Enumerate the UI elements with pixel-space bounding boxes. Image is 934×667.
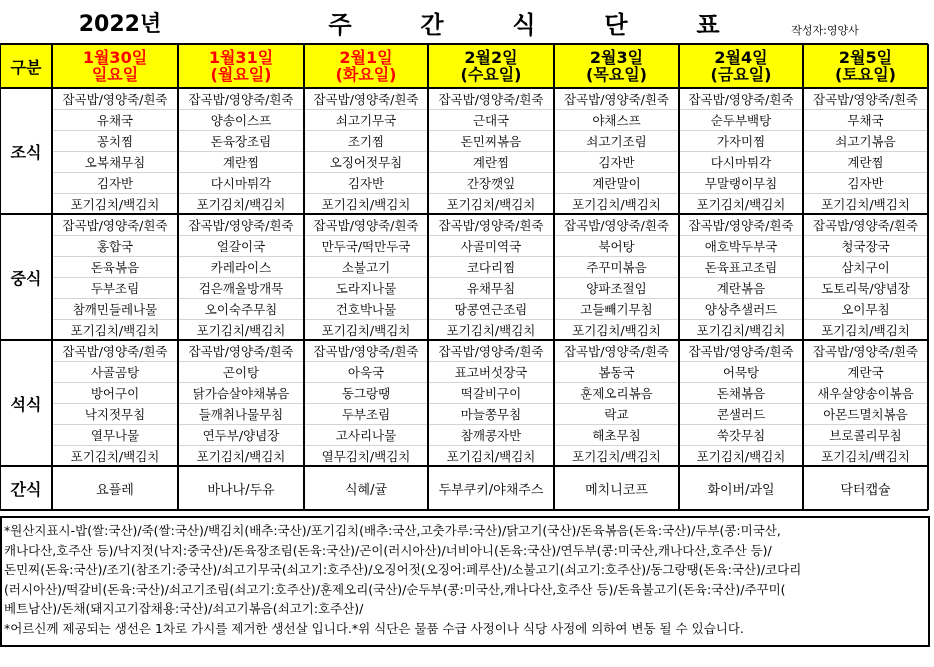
menu-item: 열무나물: [90, 427, 140, 443]
menu-item: 포기김치/백김치: [196, 322, 286, 338]
menu-item: 쇠고기무국: [335, 112, 397, 128]
menu-item: 조기찜: [347, 133, 385, 149]
day-weekday: (금요일): [710, 65, 772, 84]
menu-item: 소불고기: [341, 259, 391, 275]
menu-item: 오복채무침: [84, 154, 146, 170]
day-weekday: (월요일): [210, 65, 272, 84]
day-date: 2월2일: [464, 48, 518, 67]
table-border-v: [51, 44, 53, 510]
menu-item: 돈육표고조림: [704, 259, 778, 275]
menu-item: 유채무침: [466, 280, 516, 296]
menu-item: 오이숙주무침: [204, 301, 278, 317]
title-char: 주: [328, 10, 352, 38]
notes-border-left: [0, 516, 2, 647]
menu-item: 잡곡밥/영양죽/흰죽: [313, 343, 419, 359]
menu-item: 삼치구이: [841, 259, 890, 275]
note-line: 돈민찌(돈육:국산)/조기(참조기:중국산)/쇠고기무국(쇠고기:호주산)/오징어젓(오징어:페루산)/소불고기(쇠고기:호주산)/동그랑땡(돈육:국산)/코다리: [4, 562, 802, 577]
menu-item: 고사리나물: [335, 427, 397, 443]
snack-item: 화이버/과일: [707, 482, 775, 498]
snack-item: 두부쿠키/야채주스: [438, 482, 544, 498]
menu-item: 잡곡밥/영양죽/흰죽: [438, 217, 544, 233]
menu-item: 잡곡밥/영양죽/흰죽: [188, 91, 294, 107]
menu-item: 얼갈이국: [216, 238, 266, 254]
menu-item: 홍합국: [96, 238, 134, 254]
table-border-h: [0, 465, 928, 467]
table-border-v: [678, 44, 680, 510]
menu-item: 고들빼기무침: [580, 301, 653, 317]
menu-item: 락교: [604, 406, 629, 422]
menu-item: 포기김치/백김치: [446, 196, 536, 212]
menu-item: 다시마튀각: [710, 154, 772, 170]
menu-item: 야채스프: [592, 112, 641, 128]
menu-item: 잡곡밥/영양죽/흰죽: [563, 217, 670, 233]
menu-item: 마늘쫑무침: [460, 406, 522, 422]
day-date: 2월1일: [339, 48, 393, 67]
menu-item: 양상추샐러드: [704, 301, 778, 317]
row-gridline: [52, 319, 928, 320]
menu-item: 들깨취나물무침: [198, 406, 284, 422]
menu-item: 양파조절임: [586, 280, 647, 296]
menu-item: 표고버섯장국: [454, 364, 528, 380]
menu-item: 계란말이: [592, 175, 641, 191]
menu-item: 잡곡밥/영양죽/흰죽: [62, 343, 168, 359]
menu-item: 포기김치/백김치: [196, 448, 286, 464]
day-weekday: (목요일): [586, 65, 647, 84]
snack-item: 식혜/귤: [344, 482, 388, 498]
menu-item: 잡곡밥/영양죽/흰죽: [563, 343, 670, 359]
menu-item: 잡곡밥/영양죽/흰죽: [313, 217, 419, 233]
row-gridline: [52, 235, 928, 236]
menu-item: 포기김치/백김치: [446, 448, 536, 464]
table-border-h: [0, 339, 928, 341]
row-gridline: [52, 172, 928, 173]
menu-item: 건호박나물: [335, 301, 397, 317]
row-gridline: [52, 424, 928, 425]
note-line: (러시아산)/떡갈비(돈육:국산)/쇠고기조림(쇠고기:호주산)/훈제오리(국산)/순두부(콩:미국산,캐나다산,호주산 등)/돈육불고기(돈육:국산)/주꾸미(: [4, 581, 786, 597]
note-line: 캐나다산,호주산 등)/낙지젓(낙지:중국산)/돈육장조림(돈육:국산)/곤이(러시아산)/너비아니(돈육:국산)/연두부(콩:미국산,캐나다산,호주산 등)/: [4, 542, 772, 558]
menu-item: 순두부백탕: [710, 112, 772, 128]
snack-item: 메치니코프: [585, 482, 648, 498]
menu-item: 계란찜: [472, 154, 510, 170]
menu-item: 포기김치/백김치: [572, 322, 661, 338]
menu-item: 포기김치/백김치: [70, 196, 160, 212]
table-border-v: [177, 44, 179, 510]
menu-item: 열무김치/백김치: [321, 448, 411, 464]
menu-item: 잡곡밥/영양죽/흰죽: [438, 343, 544, 359]
day-weekday: (화요일): [335, 65, 397, 84]
menu-item: 계란국: [847, 364, 884, 380]
meal-label: 중식: [10, 268, 42, 288]
notes-border-top: [0, 516, 930, 518]
menu-item: 돈육장조림: [210, 133, 272, 149]
day-header: [178, 44, 304, 88]
row-gridline: [52, 403, 928, 404]
menu-item: 꽁치찜: [96, 133, 134, 149]
menu-item: 콘샐러드: [716, 406, 766, 422]
author-label: 작성자:영양사: [791, 24, 859, 37]
menu-item: 도토리묵/양념장: [821, 280, 910, 296]
menu-item: 아몬드멸치볶음: [823, 406, 908, 422]
menu-item: 잡곡밥/영양죽/흰죽: [62, 217, 168, 233]
menu-item: 무말랭이무침: [704, 175, 778, 191]
day-header: [554, 44, 679, 88]
row-gridline: [52, 445, 928, 446]
menu-item: 청국장국: [841, 238, 890, 254]
menu-item: 포기김치/백김치: [696, 448, 786, 464]
snack-item: 닥터캡슐: [840, 482, 891, 498]
menu-item: 무채국: [847, 112, 884, 128]
menu-item: 잡곡밥/영양죽/흰죽: [438, 91, 544, 107]
day-header: [803, 44, 928, 88]
menu-item: 양송이스프: [210, 112, 272, 128]
menu-item: 닭가슴살야채볶음: [192, 385, 290, 401]
menu-item: 김자반: [598, 154, 635, 170]
menu-item: 쇠고기조림: [586, 133, 647, 149]
menu-item: 북어탕: [598, 238, 635, 254]
menu-item: 방어구이: [90, 385, 140, 401]
gubun-header: 구분: [0, 44, 52, 88]
snack-item: 바나나/두유: [207, 482, 275, 498]
day-header: [304, 44, 428, 88]
row-gridline: [52, 256, 928, 257]
title-char: 식: [512, 10, 536, 38]
table-border-h: [0, 213, 928, 215]
menu-item: 포기김치/백김치: [696, 322, 786, 338]
menu-item: 두부조림: [341, 406, 391, 422]
day-date: 2월3일: [589, 48, 644, 67]
menu-item: 훈제오리볶음: [580, 385, 653, 401]
row-gridline: [52, 298, 928, 299]
snack-item: 요플레: [96, 482, 134, 498]
menu-item: 잡곡밥/영양죽/흰죽: [812, 91, 919, 107]
title-year: 2022년: [78, 11, 162, 37]
day-date: 2월5일: [838, 48, 893, 67]
menu-item: 김자반: [847, 175, 884, 191]
menu-item: 돈민찌볶음: [460, 133, 522, 149]
meal-label: 석식: [10, 394, 42, 414]
menu-item: 두부조림: [90, 280, 140, 296]
table-border-h: [0, 43, 928, 45]
menu-item: 만두국/떡만두국: [321, 238, 411, 254]
menu-item: 잡곡밥/영양죽/흰죽: [563, 91, 670, 107]
notes-border-right: [928, 516, 930, 647]
menu-item: 포기김치/백김치: [696, 196, 786, 212]
origin-notes: [4, 521, 928, 638]
menu-item: 오징어젓무침: [329, 154, 403, 170]
menu-item: 잡곡밥/영양죽/흰죽: [62, 91, 168, 107]
meal-label: 조식: [10, 142, 42, 162]
menu-item: 잡곡밥/영양죽/흰죽: [188, 217, 294, 233]
table-border-v: [0, 44, 1, 510]
table-border-v: [303, 44, 305, 510]
menu-item: 도라지나물: [335, 280, 397, 296]
row-gridline: [52, 109, 928, 110]
menu-item: 간장깻잎: [466, 175, 516, 191]
menu-item: 떡갈비구이: [460, 385, 522, 401]
row-gridline: [52, 382, 928, 383]
table-border-h: [0, 509, 928, 511]
menu-item: 잡곡밥/영양죽/흰죽: [688, 343, 794, 359]
menu-item: 김자반: [96, 175, 134, 191]
menu-item: 새우살양송이볶음: [817, 385, 914, 401]
table-border-v: [802, 44, 804, 510]
menu-item: 포기김치/백김치: [321, 196, 411, 212]
menu-item: 포기김치/백김치: [70, 322, 160, 338]
menu-item: 코다리찜: [466, 259, 516, 275]
day-date: 1월30일: [82, 48, 148, 67]
menu-item: 계란찜: [847, 154, 884, 170]
table-border-h: [0, 87, 928, 89]
menu-item: 포기김치/백김치: [821, 322, 910, 338]
menu-item: 아욱국: [347, 364, 385, 380]
row-gridline: [52, 277, 928, 278]
notes-border-bottom: [0, 645, 930, 647]
menu-item: 곤이탕: [222, 364, 260, 380]
menu-item: 참깨콩자반: [460, 427, 522, 443]
day-header: [428, 44, 554, 88]
row-gridline: [52, 361, 928, 362]
menu-item: 가자미찜: [716, 133, 766, 149]
title-char: 표: [696, 10, 720, 38]
table-border-v: [427, 44, 429, 510]
menu-item: 해초무침: [592, 427, 641, 443]
menu-item: 포기김치/백김치: [70, 448, 160, 464]
menu-item: 사골미역국: [460, 238, 522, 254]
row-gridline: [52, 151, 928, 152]
menu-item: 어묵탕: [722, 364, 760, 380]
menu-item: 포기김치/백김치: [196, 196, 286, 212]
table-border-v: [927, 44, 929, 510]
menu-item: 연두부/양념장: [202, 427, 280, 443]
menu-item: 주꾸미볶음: [586, 259, 647, 275]
note-line: *원산지표시-밥(쌀:국산)/죽(쌀:국산)/백김치(배추:국산)/포기김치(배추:국산,고춧가루:국산)/닭고기(국산)/돈육볶음(돈육:국산)/두부(콩:미국산,: [4, 523, 781, 538]
day-weekday: (수요일): [460, 65, 522, 84]
title-char: 단: [604, 10, 628, 38]
table-border-v: [553, 44, 555, 510]
day-weekday: (토요일): [835, 65, 896, 84]
menu-item: 돈육볶음: [90, 259, 140, 275]
menu-item: 잡곡밥/영양죽/흰죽: [688, 91, 794, 107]
menu-item: 카레라이스: [210, 259, 272, 275]
menu-item: 땅콩연근조림: [454, 301, 528, 317]
row-gridline: [52, 130, 928, 131]
menu-item: 낙지젓무침: [84, 406, 146, 422]
day-weekday: 일요일: [91, 65, 139, 84]
menu-item: 잡곡밥/영양죽/흰죽: [688, 217, 794, 233]
menu-item: 검은깨올방개묵: [198, 280, 284, 296]
menu-item: 계란볶음: [716, 280, 766, 296]
menu-item: 쑥갓무침: [716, 427, 766, 443]
menu-item: 애호박두부국: [704, 238, 778, 254]
day-date: 2월4일: [714, 48, 768, 67]
menu-item: 근대국: [472, 112, 510, 128]
day-header: [679, 44, 803, 88]
menu-item: 사골곰탕: [90, 364, 140, 380]
menu-item: 봄동국: [598, 364, 635, 380]
menu-item: 김자반: [347, 175, 385, 191]
menu-item: 잡곡밥/영양죽/흰죽: [812, 217, 919, 233]
day-date: 1월31일: [208, 48, 274, 67]
menu-item: 참깨민들레나물: [72, 301, 158, 317]
menu-item: 포기김치/백김치: [572, 196, 661, 212]
menu-item: 잡곡밥/영양죽/흰죽: [188, 343, 294, 359]
note-line: 베트남산)/돈채(돼지고기잡채용:국산)/쇠고기볶음(쇠고기:호주산)/: [4, 601, 364, 616]
menu-item: 돈채볶음: [716, 385, 766, 401]
menu-item: 포기김치/백김치: [446, 322, 536, 338]
row-gridline: [52, 193, 928, 194]
menu-item: 쇠고기볶음: [835, 133, 896, 149]
menu-item: 포기김치/백김치: [821, 196, 910, 212]
note-line: *어르신께 제공되는 생선은 1차로 가시를 제거한 생선살 입니다.*위 식단은 물품 수급 사정이나 식당 사정에 의하여 변동 될 수 있습니다.: [4, 620, 744, 636]
menu-item: 유채국: [96, 112, 134, 128]
menu-item: 오이무침: [841, 301, 890, 317]
snack-label: 간식: [10, 479, 42, 499]
menu-item: 다시마튀각: [210, 175, 272, 191]
menu-item: 포기김치/백김치: [821, 448, 910, 464]
menu-item: 포기김치/백김치: [321, 322, 411, 338]
menu-item: 잡곡밥/영양죽/흰죽: [313, 91, 419, 107]
menu-item: 계란찜: [222, 154, 260, 170]
menu-item: 브로콜리무침: [829, 427, 902, 443]
title-char: 간: [420, 10, 444, 38]
menu-item: 포기김치/백김치: [572, 448, 661, 464]
day-header: [52, 44, 178, 88]
menu-item: 잡곡밥/영양죽/흰죽: [812, 343, 919, 359]
menu-item: 동그랑땡: [341, 385, 391, 401]
